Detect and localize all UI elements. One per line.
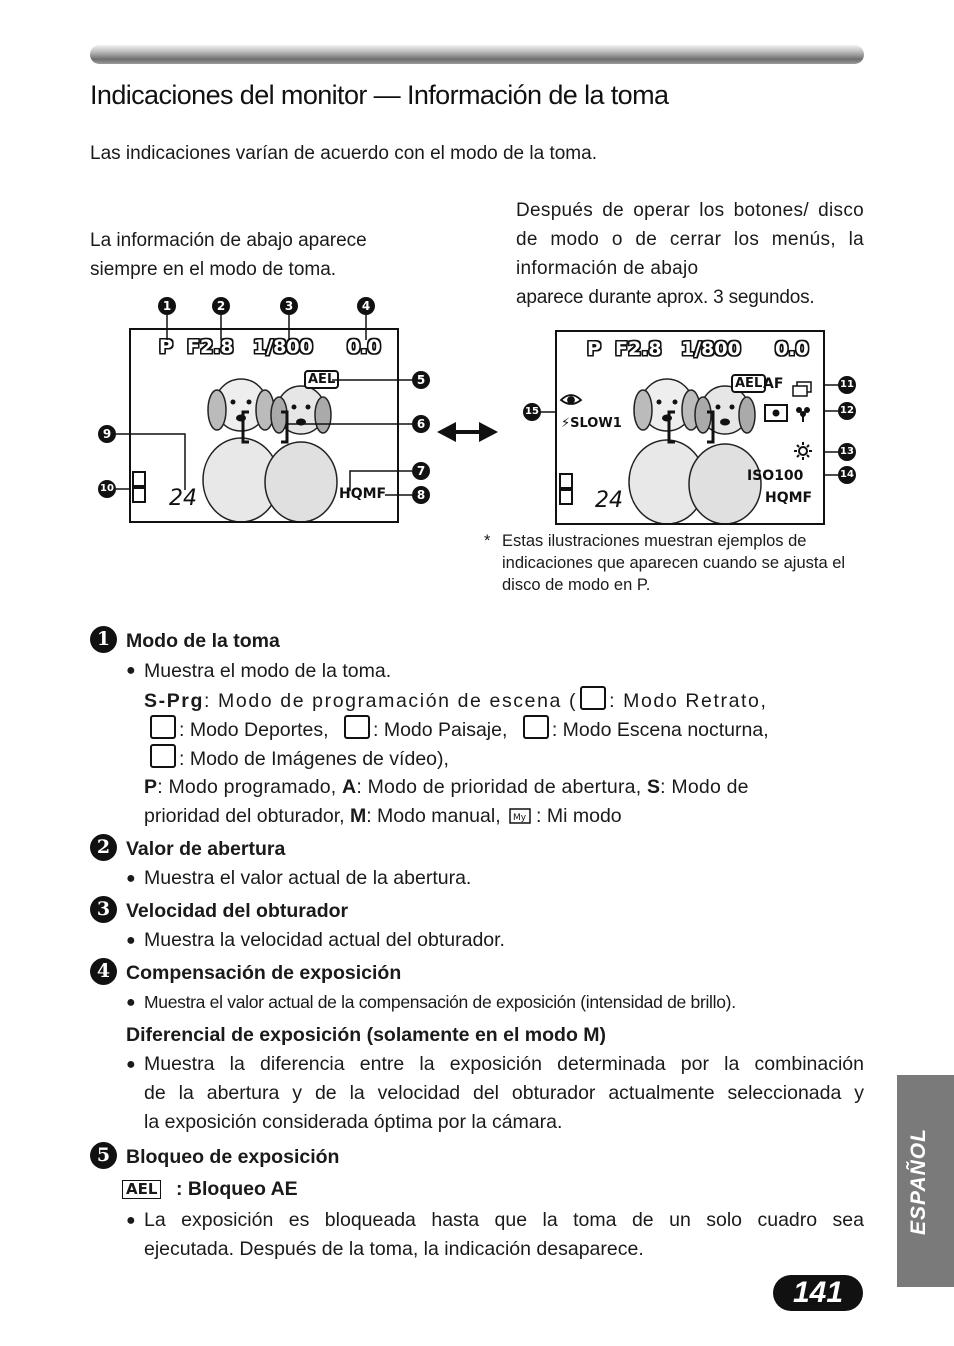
- night-scene-icon: [523, 715, 549, 739]
- shooting-mode-indicator: P: [159, 336, 173, 358]
- section-heading: Bloqueo de exposición: [126, 1146, 340, 1168]
- bullet-dot: ●: [126, 994, 136, 1011]
- text: : Modo Paisaje,: [373, 719, 508, 741]
- text: : Modo Retrato,: [609, 690, 768, 712]
- movie-icon: [150, 744, 176, 768]
- callout-12: 12: [838, 402, 856, 420]
- bullet-text: La exposición es bloqueada hasta que la toma de un solo cuadro sea: [144, 1209, 864, 1231]
- text: : Modo Escena nocturna,: [551, 719, 769, 741]
- bullet-dot: ●: [126, 662, 136, 679]
- bullet-dot: ●: [126, 1212, 136, 1229]
- sub-heading: Diferencial de exposición (solamente en el modo M): [126, 1024, 607, 1046]
- section-heading: Compensación de exposición: [126, 962, 402, 984]
- callout-7: 7: [412, 462, 430, 480]
- flash-mode-indicator: ⚡SLOW1: [561, 416, 622, 431]
- mode-s: S: [646, 776, 661, 798]
- monitor-screen-extended: [555, 330, 825, 525]
- callout-lines: [0, 0, 954, 620]
- intro-text: Las indicaciones varían de acuerdo con el modo de la toma.: [90, 143, 597, 164]
- text: : Mi modo: [536, 805, 622, 827]
- bullet-text: de la abertura y de la velocidad del obturador actualmente seleccionada y: [144, 1082, 864, 1104]
- text: : Modo de: [660, 776, 749, 798]
- sports-icon: [150, 715, 176, 739]
- aperture-indicator: F2.8: [187, 336, 234, 358]
- callout-8: 8: [412, 486, 430, 504]
- section-heading: Valor de abertura: [126, 838, 286, 860]
- quality-indicator: HQMF: [339, 486, 387, 502]
- mode-p: P: [144, 776, 158, 798]
- shutter-indicator: 1/800: [253, 336, 313, 358]
- ael-indicator-box: AEL: [122, 1180, 161, 1199]
- scene-mode-line: [144, 686, 864, 716]
- ael-indicator: AEL: [304, 370, 339, 389]
- callout-6: 6: [412, 415, 430, 433]
- section-number: 3: [90, 896, 117, 923]
- section-number: 2: [90, 834, 117, 861]
- ael-label: : Bloqueo AE: [176, 1178, 298, 1200]
- callout-14: 14: [838, 466, 856, 484]
- exposure-indicator: 0.0: [775, 338, 809, 360]
- exposure-indicator: 0.0: [347, 336, 381, 358]
- bullet-dot: ●: [126, 870, 136, 887]
- right-note-text: Después de operar los botones/ disco de modo o de cerrar los menús, la información de abajo: [516, 200, 864, 279]
- scene-mode-line: [144, 715, 864, 745]
- page-number: 141: [773, 1275, 863, 1311]
- section-number: 5: [90, 1142, 117, 1169]
- svg-text:My: My: [513, 813, 527, 823]
- callout-2: 2: [212, 297, 230, 315]
- left-note-line: siempre en el modo de toma.: [90, 259, 337, 280]
- text: : Modo programado,: [157, 776, 343, 798]
- footnote-text: Estas ilustraciones muestran ejemplos de indicaciones que aparecen cuando se ajusta el disco de modo en P.: [502, 532, 846, 594]
- shooting-mode-indicator: P: [587, 338, 601, 360]
- section-number: 4: [90, 958, 117, 985]
- bullet-text: ejecutada. Después de la toma, la indicación desaparece.: [144, 1238, 644, 1260]
- shutter-indicator: 1/800: [681, 338, 741, 360]
- bullet-text: Muestra el valor actual de la compensación de exposición (intensidad de brillo).: [144, 992, 736, 1012]
- bullet-text: Muestra el modo de la toma.: [144, 660, 392, 682]
- page-title: Indicaciones del monitor — Información de la toma: [90, 80, 669, 110]
- callout-10: 10: [98, 480, 116, 498]
- callout-15: 15: [523, 403, 541, 421]
- scene-mode-line: [144, 744, 864, 774]
- footnote-star: *: [484, 532, 491, 550]
- footnote: [484, 530, 864, 596]
- text: : Modo de prioridad de abertura,: [356, 776, 647, 798]
- callout-3: 3: [280, 297, 298, 315]
- callout-11: 11: [838, 376, 856, 394]
- frames-remaining: 24: [169, 486, 197, 511]
- section-heading: Velocidad del obturador: [126, 900, 349, 922]
- my-mode-icon: [509, 805, 533, 825]
- landscape-icon: [344, 715, 370, 739]
- text: : Modo Deportes,: [179, 719, 329, 741]
- sprg-label: S-Prg: [144, 690, 205, 712]
- callout-4: 4: [357, 297, 375, 315]
- language-tab-label: ESPAÑOL: [907, 1128, 930, 1235]
- portrait-icon: [580, 686, 606, 710]
- callout-1: 1: [158, 297, 176, 315]
- mode-list-line: [144, 802, 864, 831]
- text: prioridad del obturador,: [144, 805, 350, 827]
- frames-remaining: 24: [595, 488, 623, 513]
- af-indicator: AF: [763, 376, 784, 392]
- callout-5: 5: [412, 371, 430, 389]
- bullet-text: la exposición considerada óptima por la cámara.: [144, 1111, 563, 1133]
- right-note-text: aparece durante aprox. 3 segundos.: [516, 287, 815, 308]
- left-note-line: La información de abajo aparece: [90, 230, 367, 251]
- bullet-dot: ●: [126, 1056, 136, 1073]
- bullet-text: Muestra la diferencia entre la exposición determinada por la combinación: [144, 1053, 864, 1075]
- callout-9: 9: [98, 425, 116, 443]
- section-number: 1: [90, 626, 117, 653]
- iso-indicator: ISO100: [747, 468, 804, 484]
- section-heading: Modo de la toma: [126, 630, 280, 652]
- mode-a: A: [342, 776, 357, 798]
- callout-13: 13: [838, 443, 856, 461]
- quality-indicator: HQMF: [765, 490, 813, 506]
- text: : Modo manual,: [366, 805, 501, 827]
- bullet-dot: ●: [126, 932, 136, 949]
- text: : Modo de programación de escena (: [204, 690, 578, 712]
- mode-list-line: [144, 773, 864, 802]
- bullet-text: Muestra el valor actual de la abertura.: [144, 867, 472, 889]
- text: : Modo de Imágenes de vídeo),: [179, 748, 449, 770]
- bullet-text: Muestra la velocidad actual del obturador.: [144, 929, 505, 951]
- mode-m: M: [349, 805, 367, 827]
- language-tab: [897, 1075, 954, 1287]
- ael-indicator: AEL: [731, 374, 766, 393]
- aperture-indicator: F2.8: [615, 338, 662, 360]
